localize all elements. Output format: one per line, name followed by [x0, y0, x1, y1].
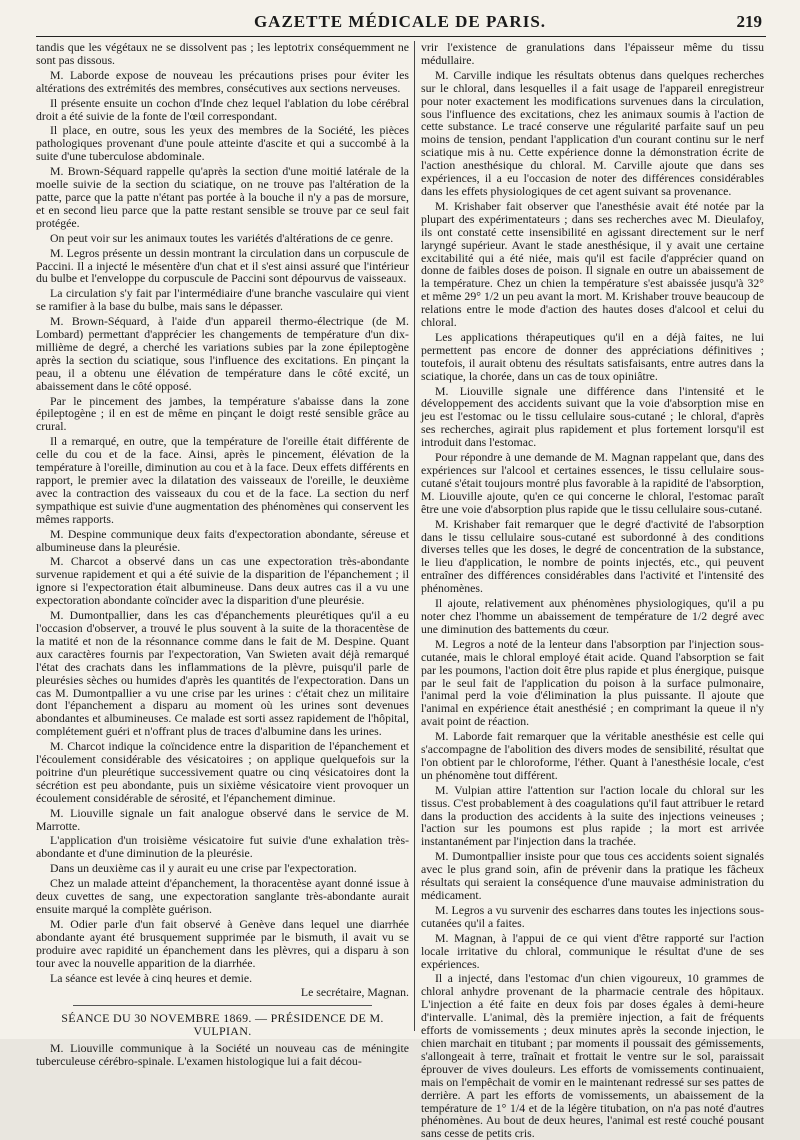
paragraph: Il ajoute, relativement aux phénomènes physiologiques, qu'il a pu noter chez l'homme un abaissement de température de 1/2 degré avec une diminution des battements du cœur. — [421, 596, 764, 636]
paragraph: M. Charcot a observé dans un cas une expectoration très-abondante survenue rapidement et qui a été suivie de la disparition de l'épanchement ; il ignore si l'expectoration était albumineuse. Dans deux autres cas il a vu une expectoration abondante coïncider avec la disparition d'une pleurésie. — [36, 554, 409, 608]
section-rule — [73, 1005, 371, 1006]
paragraph: M. Liouville communique à la Société un nouveau cas de méningite tuberculeuse cérébro-spinale. L'examen histologique lui a fait décou- — [36, 1041, 409, 1069]
paragraph: M. Liouville signale un fait analogue observé dans le service de M. Marrotte. — [36, 805, 409, 833]
paragraph: Il présente ensuite un cochon d'Inde chez lequel l'ablation du lobe cérébral droit a été suivie de la fonte de l'œil correspondant. — [36, 95, 409, 123]
running-head: GAZETTE MÉDICALE DE PARIS. — [253, 12, 547, 31]
paragraph: Pour répondre à une demande de M. Magnan rappelant que, dans des expériences sur l'alcool et certaines essences, le tissu cellulaire sous-cutané s'était toujours montré plus favorable à la rapidité de l'absorption, M. Liouville ajoute, qu'en ce qui concerne le chloral, l'estomac paraît être une voie d'absorption plus rapide que le tissu cellulaire sous-cutané. — [421, 450, 764, 516]
paragraph: M. Brown-Séquard, à l'aide d'un appareil thermo-électrique (de M. Lombard) permettant d'apprécier les changements de température d'un dix-millième de degré, a cherché les variations subies par la zone épileptogène après la section du sciatique, sous l'influence des excitations. En pinçant la peau, il a obtenu une élévation de température dans le côté excité, un abaissement dans le côté opposé. — [36, 314, 409, 393]
paragraph: Il a injecté, dans l'estomac d'un chien vigoureux, 10 grammes de chloral anhydre provenant de la pharmacie centrale des hôpitaux. L'injection a été faite en deux fois par doses égales à demi-heure d'intervalle. L'animal, dès la première injection, a fait de fréquents efforts de vomissements ; deux minutes après la seconde injection, le chien marchait en titubant ; par moments il poussait des gémissements, s'allongeait à terre, traînait et frottait le ventre sur le sol, paraissait éprouver de vives douleurs. Les efforts de vomissements continuaient, mais on l'empêchait de vomir en le maintenant redressé sur ses pattes de derrière. A part les efforts de vomissements, un abaissement de la température de 1° 1/4 et de la légère titubation, on n'a pas noté d'autres phénomènes. Au bout de deux heures, l'animal est resté couché pousant sans cesse de petits cris. — [421, 971, 764, 1140]
paragraph: M. Brown-Séquard rappelle qu'après la section d'une moitié latérale de la moelle suivie de la section du sciatique, on ne trouve pas l'altération de la patte, parce que la patte n'étant pas portée à la bouche il n'y a pas de morsure, et en second lieu parce que la patte restant sensible se trouve par ce seul fait protégée. — [36, 164, 409, 230]
paragraph: M. Odier parle d'un fait observé à Genève dans lequel une diarrhée abondante ayant été brusquement supprimée par le bismuth, il avait vu se produire avec rapidité un épanchement dans les plèvres, qui a disparu à son tour avec la nouvelle apparition de la diarrhée. — [36, 916, 409, 970]
paragraph: M. Despine communique deux faits d'expectoration abondante, séreuse et albumineuse dans la pleurésie. — [36, 526, 409, 554]
left-column — [36, 40, 409, 1069]
paragraph: Dans un deuxième cas il y aurait eu une crise par l'expectoration. — [50, 861, 357, 876]
paragraph: M. Carville indique les résultats obtenus dans quelques recherches sur le chloral, dans lesquelles il a fait usage de l'appareil enregistreur pour noter exactement les modifications survenues dans la circulation, sous l'influence des excitations, chez les animaux soumis à l'action de cette substance. Le tracé conserve une régularité parfaite sauf un peu moins de tension, pendant l'application d'un courant continu sur le nerf sciatique mis à nu. Cette expérience donne la démonstration écrite de l'action anesthésique du chloral. M. Carville ajoute que dans ses expériences, il a eu l'occasion de noter des différences considérables dans les effets physiologiques de cet agent suivant sa provenance. — [421, 67, 764, 198]
paragraph: Chez un malade atteint d'épanchement, la thoracentèse ayant donné issue à deux cuvettes de sang, une expectoration sanglante très-abondante aurait ensuite marqué la complète guérison. — [36, 876, 409, 916]
page-number: 219 — [736, 12, 762, 31]
column-divider — [414, 41, 415, 1031]
paragraph: M. Vulpian attire l'attention sur l'action locale du chloral sur les tissus. C'est probablement à des coagulations qu'il faut attribuer le retard dans la production des accidents à la suite des injections veineuses ; l'action sur les poumons est plus rapide ; la mort est arrivée instantanément par l'injection dans la trachée. — [421, 782, 764, 849]
header-rule — [36, 36, 766, 37]
paragraph: M. Charcot indique la coïncidence entre la disparition de l'épanchement et l'écoulement considérable des vésicatoires ; on applique quelquefois sur la poitrine d'un pleurétique successivement quatre ou cinq vésicatoires dont la sécrétion est peu abondante, puis un sixième vésicatoire vient provoquer un écoulement considérable de sérosité, et l'épanchement diminue. — [36, 739, 409, 805]
paragraph: Par le pincement des jambes, la température s'abaisse dans la zone épileptogène ; il en est de même en pinçant le doigt resté sensible grâce au crural. — [36, 393, 409, 434]
paragraph: On peut voir sur les animaux toutes les variétés d'altérations de ce genre. — [50, 230, 394, 245]
paragraph: La circulation s'y fait par l'intermédiaire d'une branche vasculaire qui vient se ramifier à la base du bulbe, mais sans le dépasser. — [36, 286, 409, 314]
paragraph: vrir l'existence de granulations dans l'épaisseur même du tissu médullaire. — [421, 40, 764, 67]
paragraph: M. Magnan, à l'appui de ce qui vient d'être rapporté sur l'action locale irritative du chloral, communique le résultat d'une de ses expériences. — [421, 930, 764, 971]
secretary-signature: Le secrétaire, Magnan. — [300, 985, 409, 1000]
session-heading: SÉANCE DU 30 NOVEMBRE 1869. — PRÉSIDENCE DE M. VULPIAN. — [61, 1011, 384, 1039]
paragraph: La séance est levée à cinq heures et demie. — [50, 970, 253, 985]
paragraph: M. Dumontpallier insiste pour que tous ces accidents soient signalés avec le plus grand soin, afin de prévenir dans la pratique les fâcheux résultats qui seraient la conséquence d'une mauvaise administration du médicament. — [421, 849, 764, 902]
page-header — [0, 0, 800, 40]
paragraph: M. Laborde expose de nouveau les précautions prises pour éviter les altérations des extrémités des membres, consécutives aux sections nerveuses. — [36, 67, 409, 95]
paragraph: Il a remarqué, en outre, que la température de l'oreille était différente de celle du cou et de la face. Ainsi, après le pincement, élévation de la température à l'oreille, diminution au cou et à la face. Deux effets différents en rapport, le premier avec la dilatation des vaisseaux de l'oreille, le deuxième avec la contraction des vaisseaux du cou et de la face. La section du nerf sympathique est suivie d'une augmentation des phénomènes qui conservent les mêmes rapports. — [36, 434, 409, 526]
paragraph: M. Liouville signale une différence dans l'intensité et le développement des accidents suivant que la voie d'absorption mise en jeu est l'estomac ou le tissu cellulaire sous-cutané ; le chloral, d'après ses recherches, agirait plus rapidement et plus fortement lorsqu'il est introduit dans l'estomac. — [421, 383, 764, 450]
paragraph: L'application d'un troisième vésicatoire fut suivie d'une exhalation très-abondante et d'une diminution de la pleurésie. — [36, 833, 409, 861]
paragraph: M. Krishaber fait observer que l'anesthésie avait été notée par la plupart des expérimentateurs ; dans ses recherches avec M. Dieulafoy, ils ont constaté cette insensibilité en agissant directement sur le nerf laryngé supérieur. Avant le stade anesthésique, il y avait une certaine excitabilité qui a été niée, mais qu'il est facile d'apprécier quand on donne de faibles doses de poison. Il signale en outre un abaissement de la température. Chez un chien la température s'est abaissée jusqu'à 32° et même 29° 1/2 un peu avant la mort. M. Krishaber trouve beaucoup de relations entre le mode d'action des hautes doses d'alcool et celui du chloral. — [421, 198, 764, 330]
paragraph: M. Krishaber fait remarquer que le degré d'activité de l'absorption dans le tissu cellulaire sous-cutané est subordonné à des conditions diverses telles que les doses, le degré de concentration de la substance, le lieu d'application, le nombre de points injectés, etc., qui peuvent entraîner des différences considérables dans l'activité et l'intensité des phénomènes. — [421, 516, 764, 596]
paragraph: tandis que les végétaux ne se dissolvent pas ; les leptotrix conséquemment ne sont pas dissous. — [36, 40, 409, 67]
paragraph: M. Legros présente un dessin montrant la circulation dans un corpuscule de Paccini. Il a injecté le mésentère d'un chat et il s'est ainsi assuré que l'intérieur du bulbe et l'enveloppe du corpuscule de Paccini sont dépourvus de vaisseaux. — [36, 245, 409, 286]
paragraph: M. Laborde fait remarquer que la véritable anesthésie est celle qui s'accompagne de l'abolition des divers modes de sensibilité, résultat que l'on obtient par le chloroforme, l'éther. Quant à l'anesthésie locale, c'est un phénomène tout différent. — [421, 729, 764, 782]
paragraph: M. Dumontpallier, dans les cas d'épanchements pleurétiques qu'il a eu l'occasion d'observer, a trouvé le plus souvent à la suite de la thoracentèse de la matité et non de la résonnance comme dans le fait de M. Despine. Quant aux caractères fournis par l'expectoration, Van Swieten avait déjà remarqué l'état des crachats dans les inflammations de la plèvre, puisqu'il parle de pleurésies sèches ou humides d'après les quantités de l'expectoration. Dans un cas M. Dumontpallier a vu une crise par les urines : c'était chez un militaire dont l'épanchement a disparu au moment où les urines sont devenues abondantes et albumineuses. Ce malade est sorti assez rapidement de l'hôpital, complétement guéri et n'offrant plus de traces d'albumine dans les urines. — [36, 608, 409, 739]
right-column — [421, 40, 764, 1140]
paragraph: Les applications thérapeutiques qu'il en a déjà faites, ne lui permettent pas encore de donner des appréciations définitives ; toutefois, il aurait obtenu des résultats satisfaisants, entre autres dans la sciatique, la chorée, dans un cas de toux opiniâtre. — [421, 329, 764, 383]
paragraph: M. Legros a vu survenir des escharres dans toutes les injections sous-cutanées qu'il a faites. — [421, 902, 764, 930]
paragraph: Il place, en outre, sous les yeux des membres de la Société, les pièces pathologiques provenant d'une poule atteinte d'ascite et qui a succombé à la suite d'une tuberculose abdominale. — [36, 123, 409, 164]
paragraph: M. Legros a noté de la lenteur dans l'absorption par l'injection sous-cutanée, mais le chloral employé était acide. Quand l'absorption se fait par les poumons, l'action doit être plus rapide et plus énergique, puisque par le seul fait de l'application du poison à la surface pulmonaire, l'animal perd la voie d'élimination la plus puissante. Il ajoute que l'animal en expérience était anesthésié ; en comprimant la queue il n'y avait point de réaction. — [421, 636, 764, 729]
